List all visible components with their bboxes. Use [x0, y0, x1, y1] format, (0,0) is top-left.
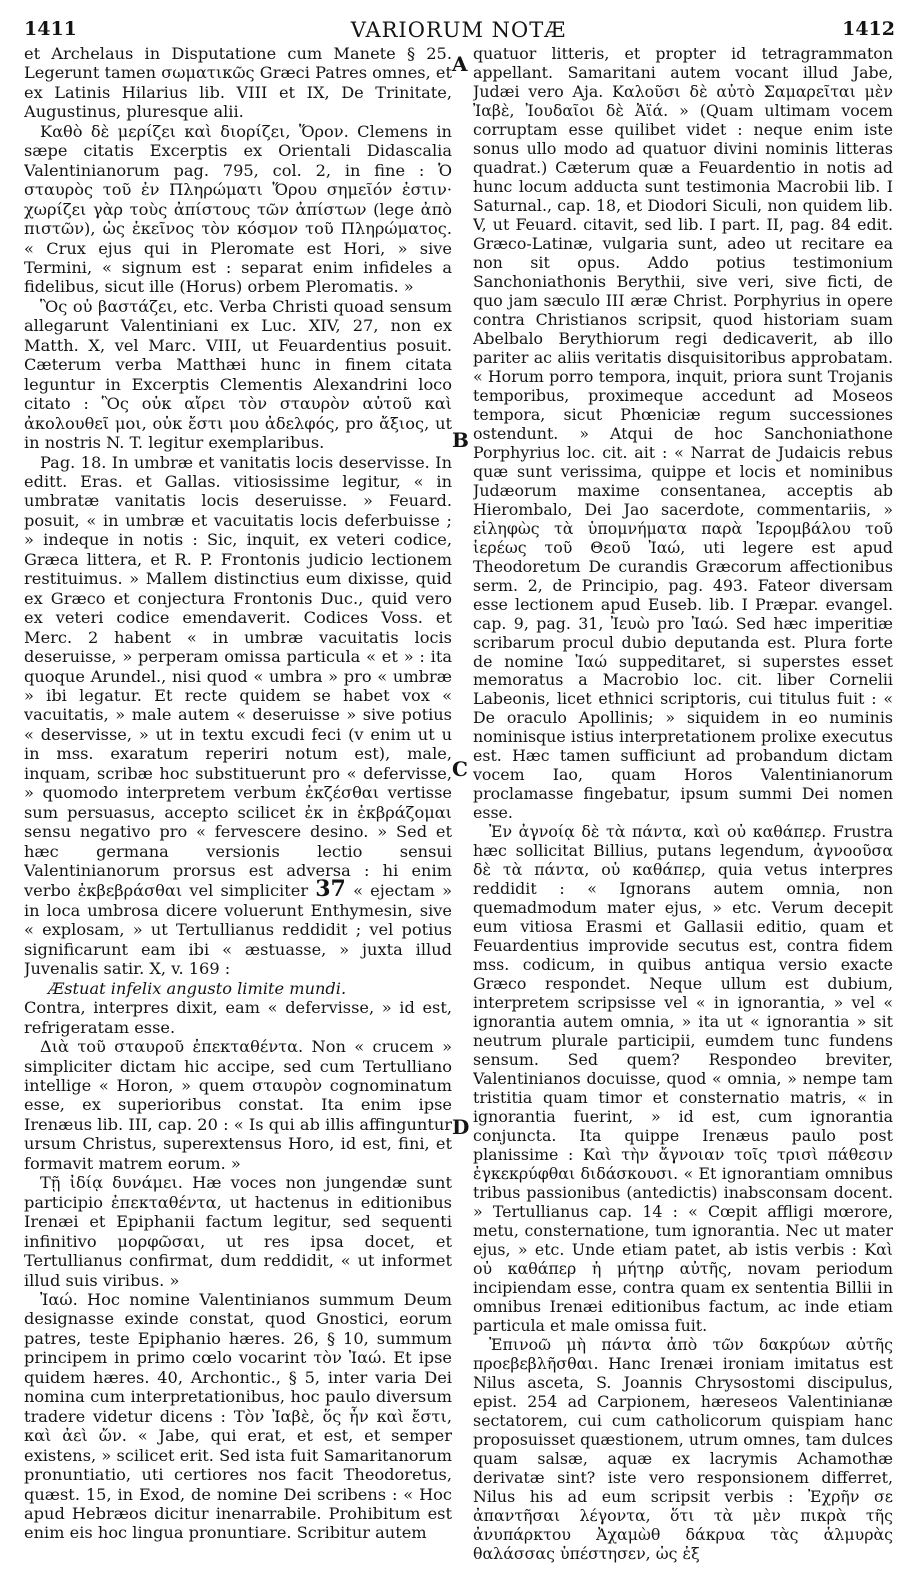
- paragraph: Ἐπινοῶ μὴ πάντα ἀπὸ τῶν δακρύων αὐτῆς προεβεβλῆσθαι. Hanc Irenæi ironiam imitatus est Nilus asceta, S. Joannis Chrysostomi discipulus, epist. 254 ad Carpionem, hæreseos Valentinianæ sectatorem, cui cum catholicorum quispiam hanc proposuisset quæstionem, utrum omnes, tam dulces quam salsæ, aquæ ex lacrymis Achamothæ derivatæ sint? iste vero responsionem differret, Nilus his ad eum scripsit verbis : Ἐχρῆν σε ἀπαντῆσαι λέγοντα, ὅτι τὰ μὲν πικρὰ τῆς ἀνυπάρκτου Ἀχαμὼθ δάκρυα τὰς ἁλμυρὰς θαλάσσας ὑπέστησεν, ὡς ἐξ: [473, 1334, 893, 1563]
- margin-marker-b: B: [452, 428, 469, 452]
- margin-marker-c: C: [452, 757, 468, 781]
- paragraph-text: « ejectam » in loca umbrosa dicere voluerunt Enthymesin, sive « explosam, » ut Tertullianus reddidit ; vel potius significarunt eam ibi « æstuasse, » juxta illud Juvenalis satir. X, v. 169 :: [24, 881, 452, 979]
- paragraph: Ὃς οὐ βαστάζει, etc. Verba Christi quoad sensum allegarunt Valentiniani ex Luc. XIV, 27, non ex Matth. X, vel Marc. VIII, ut Feuardentius posuit. Cæterum verba Matthæi hunc in finem citata leguntur in Excerptis Clementis Alexandrini loco citato : Ὃς οὐκ αἴρει τὸν σταυρὸν αὐτοῦ καὶ ἀκολουθεῖ μοι, οὐκ ἔστι μου ἀδελφός, pro ἄξιος, ut in nostris N. T. legitur exemplaribus.: [24, 296, 452, 453]
- page-number-right: 1412: [842, 18, 895, 40]
- paragraph: Contra, interpres dixit, eam « defervisse, » id est, refrigeratam esse.: [24, 998, 452, 1037]
- page-header: [0, 12, 917, 42]
- left-column: [24, 44, 452, 1569]
- margin-marker-a: A: [452, 52, 468, 76]
- running-head: VARIORUM NOTÆ: [350, 18, 567, 42]
- paragraph: quatuor litteris, et propter id tetragrammaton appellant. Samaritani autem vocant illud Jabe, Judæi vero Aja. Καλοῦσι δὲ αὐτὸ Σαμαρεῖται μὲν Ἰαβὲ, Ἰουδαῖοι δὲ Ἀϊά. » (Quam ultimam vocem corruptam esse quilibet videt : neque enim iste sonus ullo modo ad quatuor divini nominis litteras quadrat.) Cæterum quæ a Feuardentio in notis ad hunc locum adducta sunt testimonia Macrobii lib. I Saturnal., cap. 18, et Diodori Siculi, non quidem lib. V, ut Feuard. citavit, sed lib. I part. II, pag. 84 edit. Græco-Latinæ, vulgaria sunt, adeo ut recitare ea non sit opus. Addo potius testimonium Sanchoniathonis Berythii, sive veri, sive ficti, de quo jam sæculo III æræ Christ. Porphyrius in opere contra Christianos scripsit, quod historiam suam Abelbalo Berythiorum regi dedicaverit, ab illo pariter ac aliis veritatis disquisitoribus approbatam. « Horum porro tempora, inquit, priora sunt Trojanis temporibus, proximeque accedunt ad Moseos tempora, sicut Phœniciæ regum successiones ostendunt. » Atqui de hoc Sanchoniathone Porphyrius loc. cit. ait : « Narrat de Judaicis rebus quæ sunt verissima, quippe et locis et nominibus Judæorum maxime consentanea, acceptis ab Hierombalo, Dei Jao sacerdote, commentariis, » εἰληφὼς τὰ ὑπομνήματα παρὰ Ἱερομβάλου τοῦ ἱερέως τοῦ Θεοῦ Ἰαώ, uti legere est apud Theodoretum De curandis Græcorum affectionibus serm. 2, de Principio, pag. 493. Fateor diversam esse lectionem apud Euseb. lib. I Præpar. evangel. cap. 9, pag. 31, Ἰευὼ pro Ἰαώ. Sed hæc imperitiæ scribarum procul dubio deputanda est. Plura forte de nomine Ἰαώ suppeditaret, si superstes esset memoratus a Macrobio loc. cit. liber Cornelii Labeonis, licet ethnici scriptoris, cui titulus fuit : « De oraculo Apollinis; » siquidem in eo numinis nominisque istius interpretationem prolixe executus est. Hæc tamen sufficiunt ad probandum dictam vocem Iao, quam Horos Valentinianorum proclamasse fingebatur, ipsum summi Dei nomen esse.: [473, 44, 893, 823]
- paragraph: et Archelaus in Disputatione cum Manete § 25. Legerunt tamen σωματικῶς Græci Patres omnes, et ex Latinis Hilarius lib. VIII et IX, De Trinitate, Augustinus, pluresque alii.: [24, 44, 452, 122]
- margin-marker-d: D: [452, 1115, 470, 1139]
- paragraph: Ἐν ἀγνοίᾳ δὲ τὰ πάντα, καὶ οὐ καθάπερ. Frustra hæc sollicitat Billius, putans legendum, ἀγνοοῦσα δὲ τὰ πάντα, οὐ καθάπερ, quia vetus interpres reddidit : « Ignorans autem omnia, non quemadmodum mater ejus, » etc. Verum decepit eum vitiosa Erasmi et Gallasii editio, quam et Feuardentius improvide secutus est, contra fidem mss. codicum, in quibus antiqua versio exacte Græco respondet. Neque ullum est dubium, interpretem scripsisse vel « in ignorantia, » vel « ignorantia autem omnia, » ita ut « ignorantia » sit neutrum plurale participii, eumdem tunc fundens sensum. Sed quem? Respondeo breviter, Valentinianos docuisse, quod « omnia, » nempe tam tristitia quam timor et consternatio matris, « in ignorantia fuerint, » id est, cum ignorantia conjuncta. Ita quippe Irenæus paulo post planissime : Καὶ τὴν ἄγνοιαν τοῖς τρισὶ πάθεσιν ἐγκεκρύφθαι διδάσκουσι. « Et ignorantiam omnibus tribus passionibus (antedictis) inabsconsam docent. » Tertullianus cap. 14 : « Cœpit affligi mœrore, metu, consternatione, tum ignorantia. Nec ut mater ejus, » etc. Unde etiam patet, ab istis verbis : Καὶ οὐ καθάπερ ἡ μήτηρ αὐτῆς, novam periodum incipiendam esse, contra quam ex sententia Billii in omnibus Irenæi editionibus factum, ac inde etiam particula et male omissa fuit.: [473, 822, 893, 1335]
- paragraph-text: Pag. 18. In umbræ et vanitatis locis deservisse. In editt. Eras. et Gallas. vitiosissime legitur, « in umbratæ vanitatis locis deseruisse. » Feuard. posuit, « in umbræ et vacuitatis locis deferbuisse ; » indeque in notis : Sic, inquit, ex veteri codice, Græca littera, et R. P. Frontonis judicio lectionem restituimus. » Mallem distinctius eum dixisse, quid ex Græco et conjectura Frontonis Duc., quid vero ex veteri codice emendaverit. Codices Voss. et Merc. 2 habent « in umbræ vacuitatis locis deseruisse, » perperam omissa particula « et » : ita quoque Arundel., nisi quod « umbra » pro « umbræ » ibi legatur. Et recte quidem se habet vox « vacuitatis, » male autem « deseruisse » sive potius « deservisse, » ut in textu excudi feci (v enim ut u in mss. exaratum reperiri notum est), male, inquam, scribæ hoc substituerunt pro « defervisse, » quomodo interpretem verbum ἐκζέσθαι vertisse sum persuasus, accepto scilicet ἐκ in ἐκβράζομαι sensu negativo pro « fervescere desino. » Sed et hæc germana versionis lectio sensui Valentinianorum prorsus est adversa : hi enim verbo ἐκβεβράσθαι vel simpliciter: [24, 452, 452, 901]
- paragraph: Τῇ ἰδίᾳ δυνάμει. Hæ voces non jungendæ sunt participio ἐπεκταθέντα, ut hactenus in editionibus Irenæi et Epiphanii factum legitur, sed sequenti infinitivo μορφῶσαι, ut res ipsa docet, et Tertullianus confirmat, dum reddidit, « ut informet illud suis viribus. »: [24, 1173, 452, 1290]
- paragraph: Ἰαώ. Hoc nomine Valentinianos summum Deum designasse exinde constat, quod Gnostici, eorum patres, teste Epiphanio hæres. 26, § 10, summum principem in primo cœlo vocarint τὸν Ἰαώ. Et ipse quidem hæres. 40, Archontic., § 5, inter varia Dei nomina cum interpretationibus, hoc paulo diversum tradere videtur dicens : Τὸν Ἰαβὲ, ὅς ἦν καὶ ἔστι, καὶ ἀεὶ ὤν. « Jabe, qui erat, et est, et semper existens, » scilicet erit. Sed ista fuit Samaritanorum pronuntiatio, uti certiores nos facit Theodoretus, quæst. 15, in Exod, de nomine Dei scribens : « Hoc apud Hebræos dicitur inenarrabile. Prohibitum est enim eis hoc lingua pronuntiare. Scribitur autem: [24, 1290, 452, 1543]
- column-number: 37: [315, 876, 346, 903]
- page-number-left: 1411: [24, 18, 77, 40]
- paragraph: Διὰ τοῦ σταυροῦ ἐπεκταθέντα. Non « crucem » simpliciter dictam hic accipe, sed cum Tertulliano intellige « Horon, » quem σταυρὸν cognominatum esse, ex superioribus constat. Ita enim ipse Irenæus lib. III, cap. 20 : « Is qui ab illis affinguntur ursum Christus, superextensus Horo, id est, fini, et formavit matrem eorum. »: [24, 1037, 452, 1173]
- verse-quote: Æstuat infelix angusto limite mundi.: [48, 978, 347, 998]
- paragraph: [24, 453, 452, 979]
- paragraph: Καθὸ δὲ μερίζει καὶ διορίζει, Ὅρον. Clemens in sæpe citatis Excerptis ex Orientali Didascalia Valentinianorum pag. 795, col. 2, in fine : Ὁ σταυρὸς τοῦ ἐν Πληρώματι Ὅρου σημεῖόν ἐστιν· χωρίζει γὰρ τοὺς ἀπίστους τῶν ἀπίστων (lege ἀπὸ πιστῶν), ὡς ἐκεῖνος τὸν κόσμον τοῦ Πληρώματος. « Crux ejus qui in Pleromate est Hori, » sive Termini, « signum est : separat enim infideles a fidelibus, sicut ille (Horus) orbem Pleromatis. »: [24, 121, 452, 297]
- right-column: [473, 44, 893, 1569]
